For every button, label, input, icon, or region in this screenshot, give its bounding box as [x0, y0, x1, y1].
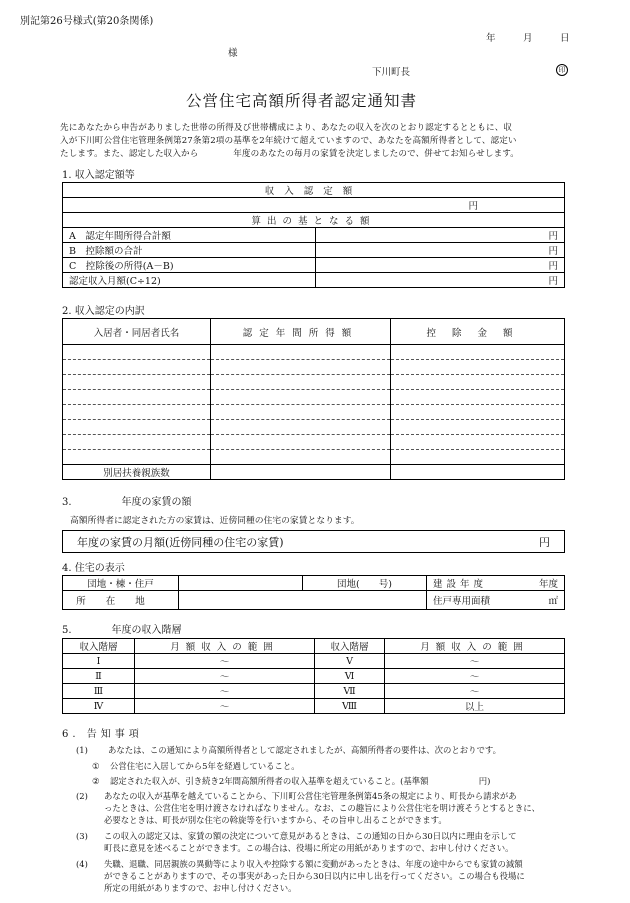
basis-label-a: A 認定年間所得合計額 [63, 228, 316, 243]
area-label: 住戸専用面積 [433, 596, 491, 607]
rent-table [62, 530, 565, 553]
breakdown-cell [63, 375, 211, 390]
income-table [62, 182, 565, 288]
area-unit: ㎡ [548, 596, 558, 607]
basis-header: 算出の基となる額 [63, 213, 565, 228]
notice-num-1b: ② [92, 776, 100, 786]
basis-label-b: B 控除額の合計 [63, 243, 316, 258]
level-col-header-right: 収入階層 [315, 639, 385, 654]
complex-value: 団地( 号) [303, 576, 427, 591]
col-name-header: 入居者・同居者氏名 [63, 319, 211, 345]
notice-text-1b: 認定された収入が、引き続き2年間高額所得者の収入基準を超えていること。(基準額 円) [110, 776, 491, 786]
housing-table [62, 575, 565, 610]
section1-heading: 1. 収入認定額等 [62, 170, 135, 181]
notice-text-2-line2: ったときは、公営住宅を明け渡さなければなりません。なお、この趣旨により公営住宅を明け渡そうとするときに、 [104, 803, 540, 813]
intro-line-2: 入が下川町公営住宅管理条例第27条第2項の基準を2年続けて超えていますので、あなたを高額所得者として、認定い [60, 136, 517, 146]
level-2: Ⅱ [63, 669, 135, 684]
range-tilde: ～ [135, 684, 315, 699]
col-deduction-header: 控除金額 [391, 319, 565, 345]
level-6: Ⅵ [315, 669, 385, 684]
level-5: Ⅴ [315, 654, 385, 669]
breakdown-cell [63, 405, 211, 420]
basis-unit-monthly: 円 [316, 273, 565, 288]
breakdown-table [62, 318, 565, 480]
notice-text-4-line1: 失職、退職、同居親族の異動等により収入や控除する額に変動があったときは、年度の途中からでも家賃の減額 [104, 859, 523, 869]
complex-label: 団地・棟・住戸 [63, 576, 179, 591]
date-year: 年 [486, 33, 496, 44]
range-last: 以上 [385, 699, 565, 714]
notice-text-1a: 公営住宅に入居してから5年を経過していること。 [110, 761, 300, 771]
range-tilde: ～ [385, 669, 565, 684]
form-label: 別記第26号様式(第20条関係) [20, 16, 154, 27]
seal-mark: 印 [556, 64, 568, 76]
notice-num-1a: ① [92, 761, 100, 771]
section3-heading: 3. 年度の家賃の額 [62, 497, 192, 508]
level-3: Ⅲ [63, 684, 135, 699]
notice-text-3-line1: この収入の認定又は、家賃の額の決定について意見があるときは、この通知の日から30日以内に理由を示して [104, 831, 517, 841]
date-month: 月 [523, 33, 533, 44]
col-income-header: 認定年間所得額 [211, 319, 391, 345]
breakdown-cell [63, 345, 211, 360]
range-tilde: ～ [385, 684, 565, 699]
breakdown-cell [63, 360, 211, 375]
intro-line-3: たします。また、認定した収入から 年度のあなたの毎月の家賃を決定しましたので、併せてお知らせします。 [60, 149, 519, 159]
level-8: Ⅷ [315, 699, 385, 714]
range-tilde: ～ [385, 654, 565, 669]
intro-line-1: 先にあなたから申告がありました世帯の所得及び世帯構成により、あなたの収入を次のとおり認定するとともに、収 [60, 123, 513, 133]
income-yen: 円 [63, 198, 565, 213]
document-title: 公営住宅高額所得者認定通知書 [186, 92, 418, 110]
income-level-table [62, 638, 565, 714]
range-tilde: ～ [135, 699, 315, 714]
year-unit: 年度 [538, 579, 558, 590]
basis-unit-a: 円 [316, 228, 565, 243]
notice-text-4-line2: ができることがありますので、その事実があった日から30日以内に申し出を行ってください。この場合も役場に [104, 871, 525, 881]
notice-text-4-line3: 所定の用紙がありますので、お申し付けください。 [104, 883, 297, 893]
date-day: 日 [560, 33, 570, 44]
section2-heading: 2. 収入認定の内訳 [62, 306, 145, 317]
dependents-label: 別居扶養親族数 [63, 465, 211, 480]
built-year-label: 建設年度 [433, 579, 488, 590]
location-label: 所在地 [63, 591, 179, 610]
range-col-header-right: 月額収入の範囲 [385, 639, 565, 654]
breakdown-cell [63, 450, 211, 465]
notice-text-3-line2: 町長に意見を述べることができます。この場合は、役場に所定の用紙がありますので、お申し付けください。 [104, 843, 514, 853]
breakdown-cell [63, 390, 211, 405]
notice-num-4: (4) [76, 859, 88, 869]
rent-label: 年度の家賃の月額(近傍同種の住宅の家賃) [77, 535, 284, 549]
range-tilde: ～ [135, 654, 315, 669]
notice-text-2-line1: あなたの収入が基準を越えていることから、下川町公営住宅管理条例第45条の規定により、町長から請求があ [104, 791, 517, 801]
level-7: Ⅶ [315, 684, 385, 699]
basis-label-c: C 控除後の所得(A－B) [63, 258, 316, 273]
notice-num-2: (2) [76, 791, 88, 801]
level-1: Ⅰ [63, 654, 135, 669]
income-header: 収入認定額 [63, 183, 565, 198]
range-tilde: ～ [135, 669, 315, 684]
breakdown-cell [63, 420, 211, 435]
notice-num-1: (1) [76, 745, 88, 755]
level-col-header-left: 収入階層 [63, 639, 135, 654]
section5-heading: 5. 年度の収入階層 [62, 625, 182, 636]
issuer: 下川町長 [372, 67, 411, 78]
section6-heading: 6. 告知事項 [62, 729, 143, 740]
section4-heading: 4. 住宅の表示 [62, 563, 125, 574]
notice-num-3: (3) [76, 831, 88, 841]
level-4: Ⅳ [63, 699, 135, 714]
rent-yen: 円 [539, 535, 550, 549]
basis-unit-b: 円 [316, 243, 565, 258]
breakdown-cell [63, 435, 211, 450]
notice-text-2-line3: 必要なときは、町長が別な住宅の斡旋等を行いますから、その旨申し出ることができます。 [104, 815, 447, 825]
range-col-header-left: 月額収入の範囲 [135, 639, 315, 654]
basis-unit-c: 円 [316, 258, 565, 273]
notice-text-1: あなたは、この通知により高額所得者として認定されましたが、高額所得者の要件は、次のとおりです。 [108, 745, 501, 755]
addressee-suffix: 様 [228, 48, 238, 59]
basis-label-monthly: 認定収入月額(C÷12) [63, 273, 316, 288]
section3-note: 高額所得者に認定された方の家賃は、近傍同種の住宅の家賃となります。 [70, 516, 360, 526]
